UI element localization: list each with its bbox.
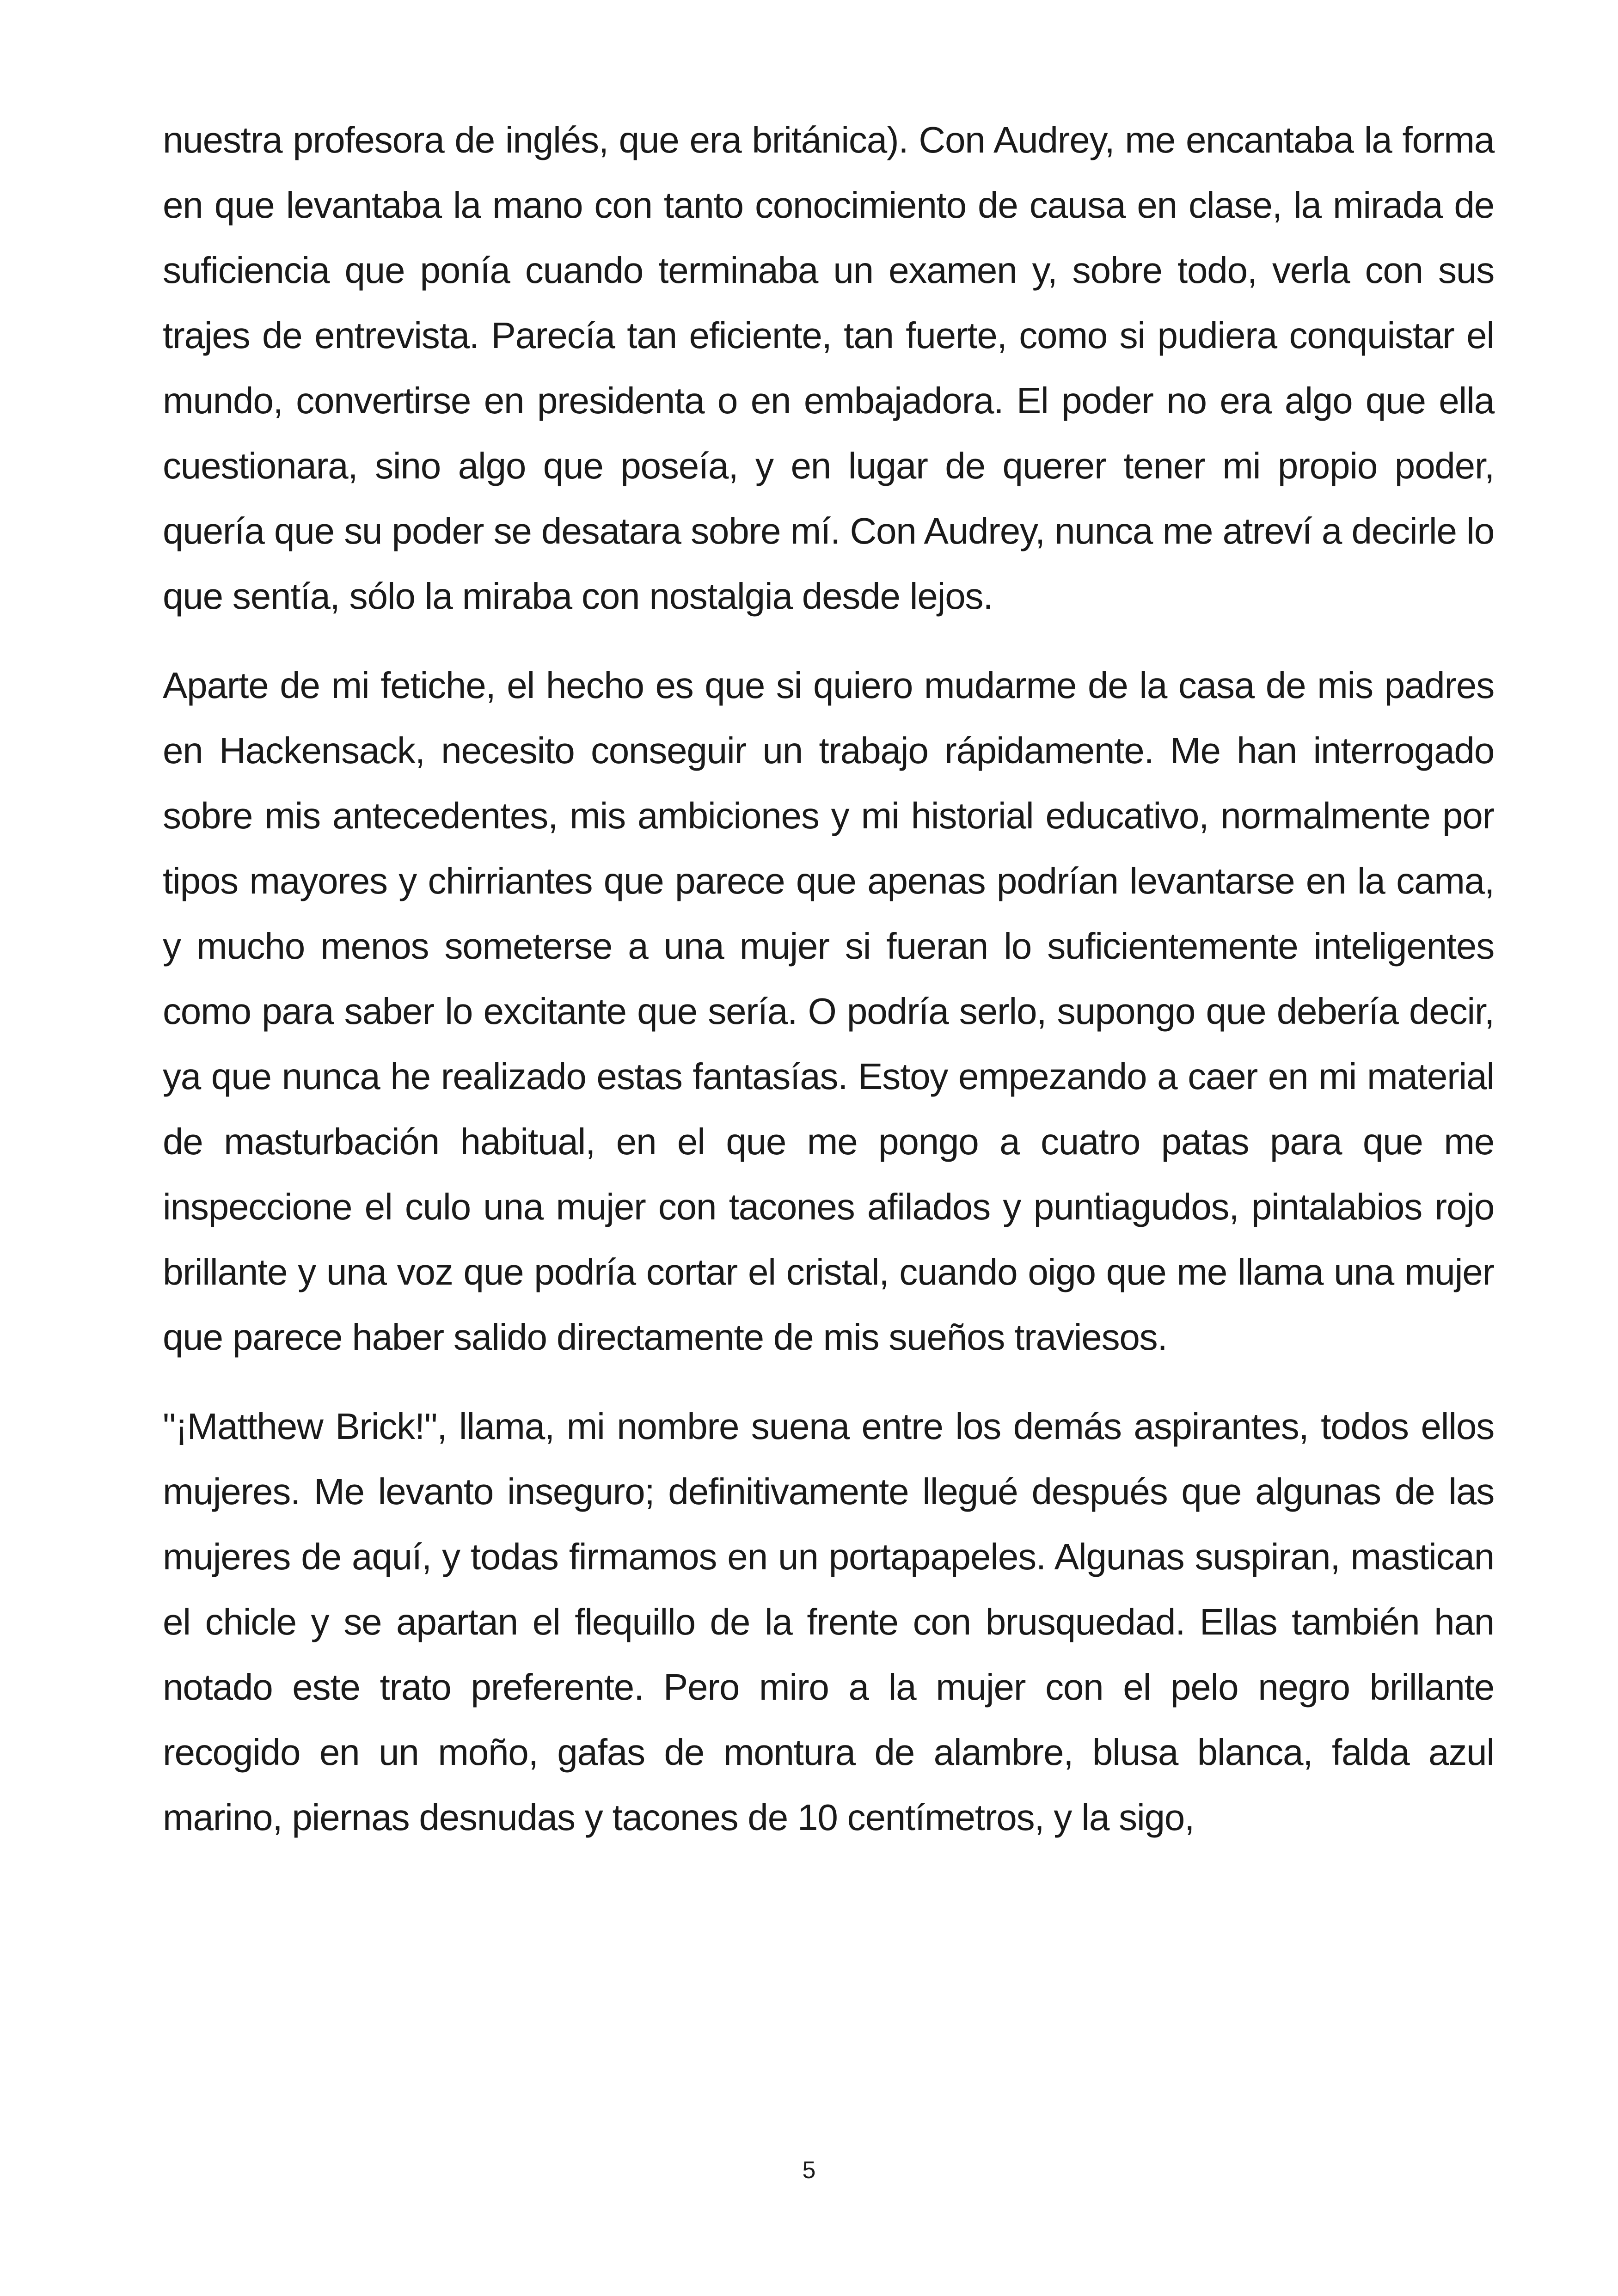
- body-text: [163, 107, 1494, 1874]
- paragraph-3: "¡Matthew Brick!", llama, mi nombre suena entre los demás aspirantes, todos ellos mujeres. Me levanto inseguro; definitivamente llegué después que algunas de las mujeres de aquí, y todas firmamos en un portapapeles. Algunas suspiran, mastican el chicle y se apartan el flequillo de la frente con brusquedad. Ellas también han notado este trato preferente. Pero miro a la mujer con el pelo negro brillante recogido en un moño, gafas de montura de alambre, blusa blanca, falda azul marino, piernas desnudas y tacones de 10 centímetros, y la sigo,: [163, 1406, 1494, 1838]
- paragraph-2: Aparte de mi fetiche, el hecho es que si quiero mudarme de la casa de mis padres en Hackensack, necesito conseguir un trabajo rápidamente. Me han interrogado sobre mis antecedentes, mis ambiciones y mi historial educativo, normalmente por tipos mayores y chirriantes que parece que apenas podrían levantarse en la cama, y mucho menos someterse a una mujer si fueran lo suficientemente inteligentes como para saber lo excitante que sería. O podría serlo, supongo que debería decir, ya que nunca he realizado estas fantasías. Estoy empezando a caer en mi material de masturbación habitual, en el que me pongo a cuatro patas para que me inspeccione el culo una mujer con tacones afilados y puntiagudos, pintalabios rojo brillante y una voz que podría cortar el cristal, cuando oigo que me llama una mujer que parece haber salido directamente de mis sueños traviesos.: [163, 665, 1494, 1358]
- paragraph-1: nuestra profesora de inglés, que era británica). Con Audrey, me encantaba la forma en que levantaba la mano con tanto conocimiento de causa en clase, la mirada de suficiencia que ponía cuando terminaba un examen y, sobre todo, verla con sus trajes de entrevista. Parecía tan eficiente, tan fuerte, como si pudiera conquistar el mundo, convertirse en presidenta o en embajadora. El poder no era algo que ella cuestionara, sino algo que poseía, y en lugar de querer tener mi propio poder, quería que su poder se desatara sobre mí. Con Audrey, nunca me atreví a decirle lo que sentía, sólo la miraba con nostalgia desde lejos.: [163, 119, 1494, 617]
- page-number: 5: [802, 2157, 816, 2184]
